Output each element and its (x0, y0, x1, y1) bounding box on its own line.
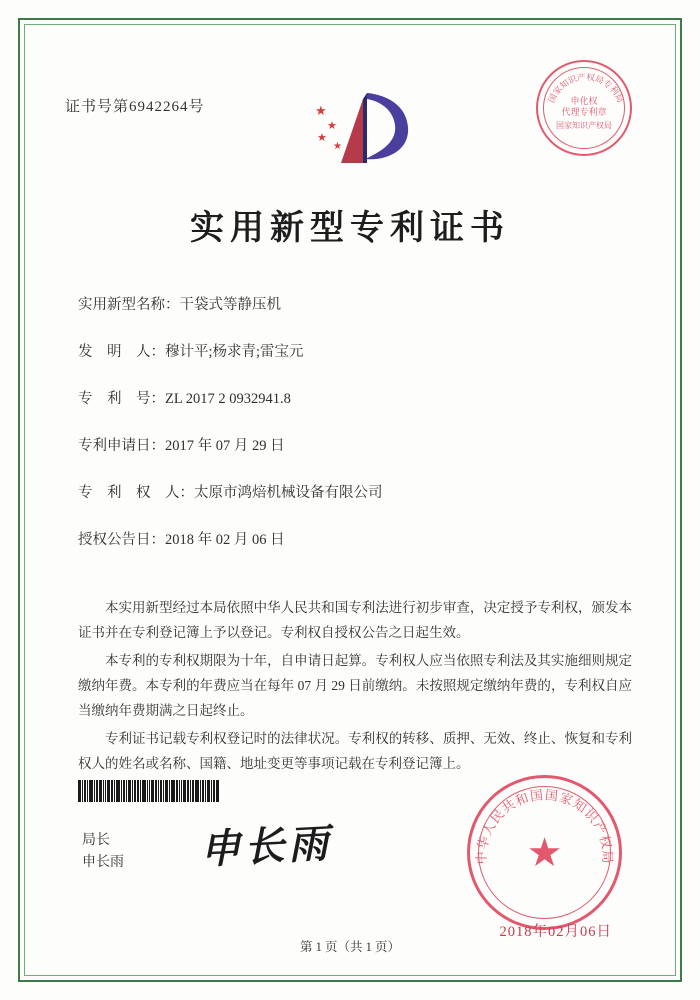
certificate-content (50, 40, 650, 960)
seal-date: 2018年02月06日 (499, 924, 612, 940)
field-row-application-date (78, 436, 640, 456)
certificate-fields (78, 295, 640, 577)
svg-text:★: ★ (317, 132, 327, 144)
field-value: 干袋式等静压机 (179, 297, 281, 313)
agency-stamp-line2: 代理专利章 (561, 107, 607, 117)
certificate-number: 证书号第6942264号 (65, 99, 205, 115)
signature-block (82, 830, 124, 874)
body-paragraph-3: 专利证书记载专利权登记时的法律状况。专利权的转移、质押、无效、终止、恢复和专利权人的姓名或名称、国籍、地址变更等事项记载在专利登记簿上。 (78, 731, 632, 771)
field-row-utility-model-name (78, 295, 640, 315)
director-handwritten-signature: 申长雨 (199, 819, 334, 874)
director-title-label: 局长 (82, 833, 110, 848)
field-value: 穆计平;杨求青;雷宝元 (165, 344, 304, 360)
agency-stamp (536, 60, 632, 156)
director-name-label: 申长雨 (82, 855, 124, 870)
field-value: 2017 年 07 月 29 日 (165, 438, 285, 454)
field-label: 专利申请日： (78, 438, 165, 454)
sipo-logo-icon (305, 85, 425, 175)
agency-stamp-arc-text: 国家知识产权局专利局 (546, 71, 626, 105)
agency-stamp-line1: 申化权 (570, 96, 598, 106)
svg-text:★: ★ (327, 120, 337, 132)
field-label: 授权公告日： (78, 532, 165, 548)
field-label: 发 明 人： (78, 344, 165, 360)
field-row-inventors (78, 342, 640, 362)
field-row-patentee (78, 483, 640, 503)
body-paragraph-2: 本专利的专利权期限为十年，自申请日起算。专利权人应当依照专利法及其实施细则规定缴纳年费。本专利的年费应当在每年 07 月 29 日前缴纳。未按照规定缴纳年费的，专利权自应当缴纳年费期满之日起终止。 (78, 653, 632, 718)
official-seal-arc-text: 中华人民共和国国家知识产权局 (473, 787, 616, 865)
svg-text:★: ★ (315, 103, 327, 118)
certificate-body-text (78, 595, 632, 779)
field-label: 专 利 号： (78, 391, 165, 407)
field-label: 实用新型名称： (78, 297, 180, 313)
svg-text:★: ★ (333, 141, 342, 152)
field-label: 专 利 权 人： (78, 485, 194, 501)
barcode (78, 780, 238, 802)
field-row-patent-number (78, 389, 640, 409)
agency-stamp-line3: 国家知识产权局 (556, 121, 612, 130)
certificate-title: 实用新型专利证书 (190, 210, 510, 247)
official-seal (467, 775, 622, 930)
body-paragraph-1: 本实用新型经过本局依照中华人民共和国专利法进行初步审查，决定授予专利权，颁发本证书并在专利登记簿上予以登记。专利权自授权公告之日起生效。 (78, 600, 632, 640)
national-emblem-icon: ★ (526, 829, 563, 875)
field-value: 2018 年 02 月 06 日 (165, 532, 285, 548)
page-footer: 第 1 页（共 1 页） (299, 940, 400, 954)
field-value: 太原市鸿焙机械设备有限公司 (194, 485, 383, 501)
field-row-grant-announcement-date (78, 530, 640, 550)
field-value: ZL 2017 2 0932941.8 (165, 391, 291, 407)
